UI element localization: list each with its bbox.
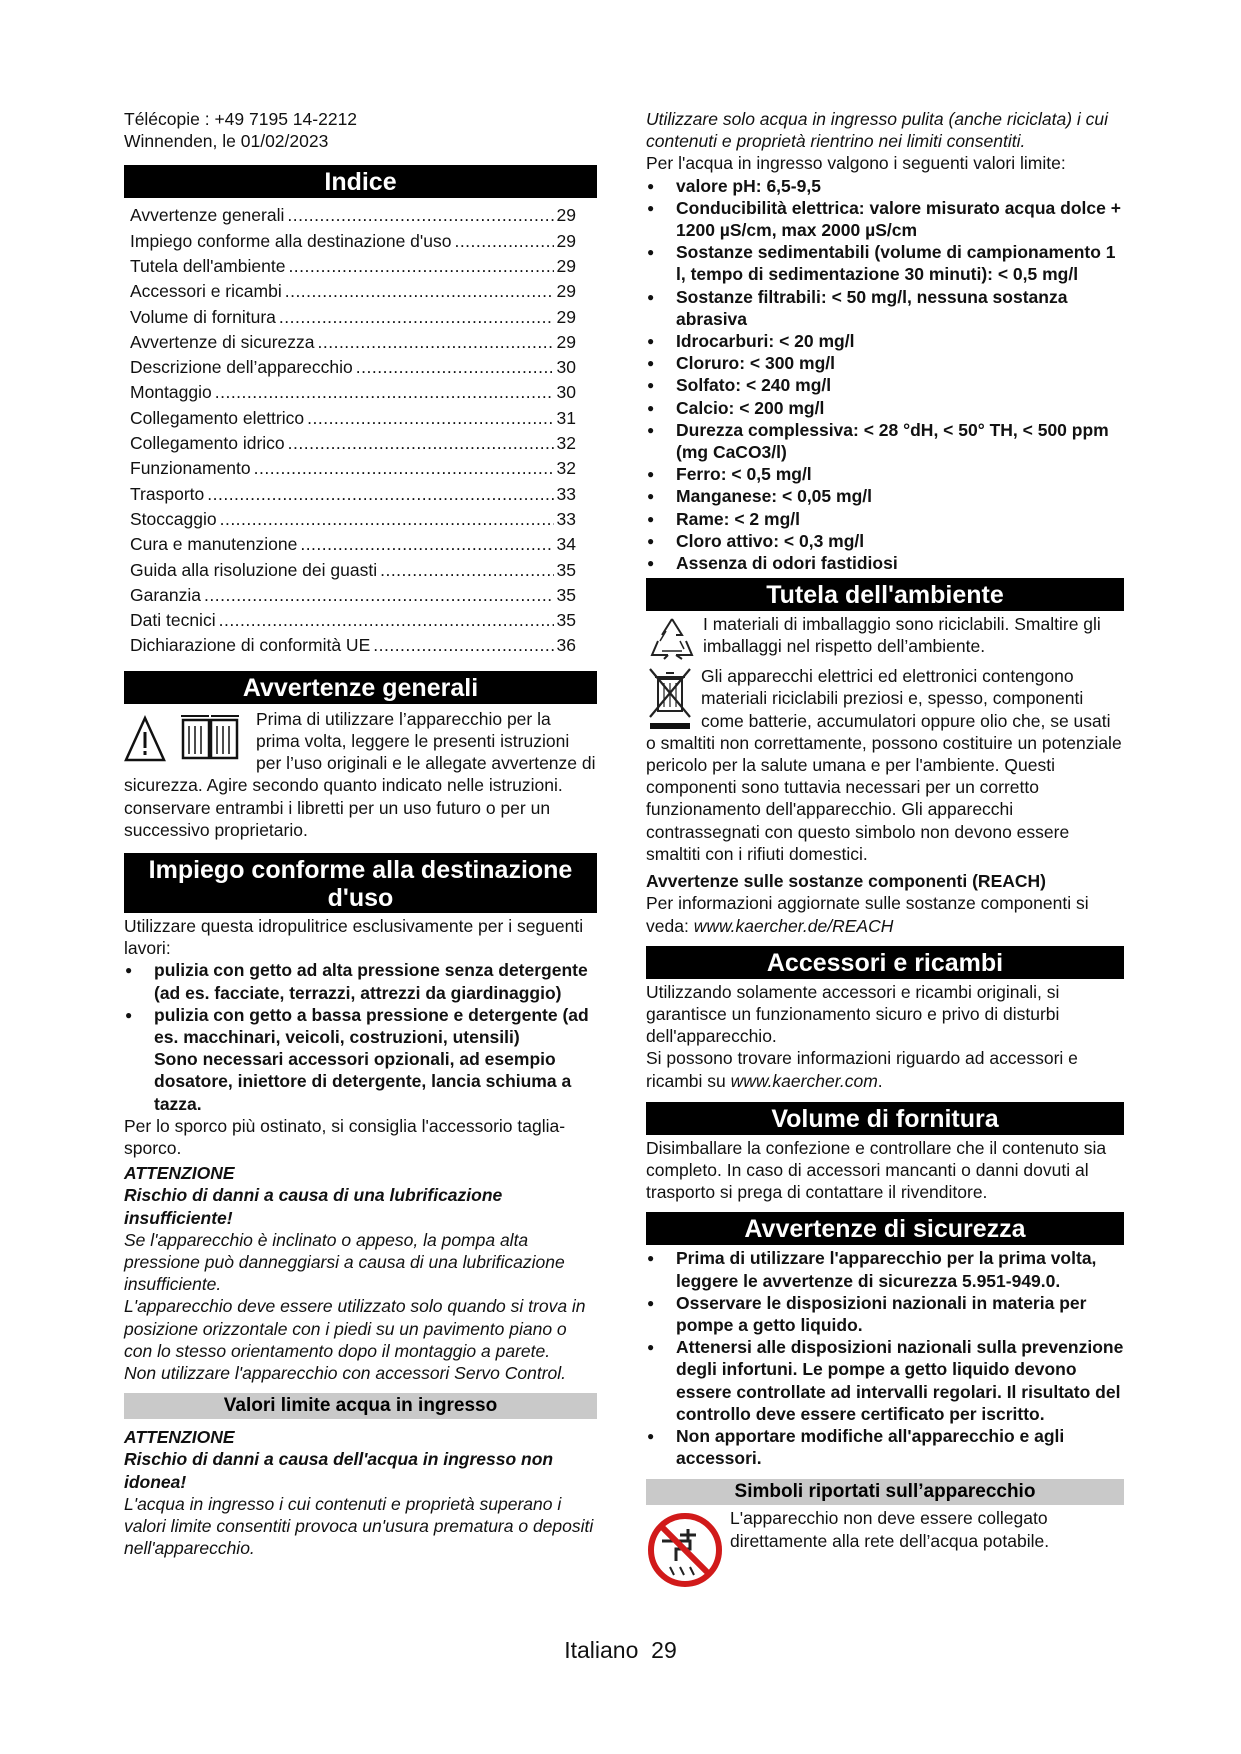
list-item: ● Non apportare modifiche all'apparecchio e agli accessori.: [646, 1425, 1124, 1469]
accessories-heading: Accessori e ricambi: [646, 946, 1124, 979]
table-of-contents: [124, 203, 576, 658]
symbols-text: L'apparecchio non deve essere collegato direttamente alla rete dell’acqua potabile.: [730, 1508, 1050, 1551]
right-column: [646, 108, 1124, 1589]
list-item: ● valore pH: 6,5-9,5: [646, 175, 1124, 197]
left-column: [124, 108, 597, 1559]
toc-entry[interactable]: [130, 330, 576, 355]
toc-entry[interactable]: [130, 279, 576, 304]
reach-text: Per informazioni aggiornate sulle sostanze componenti si veda: www.kaercher.de/REACH: [646, 893, 1089, 936]
toc-entry-page: 32: [556, 458, 576, 479]
warning-text: Non utilizzare l'apparecchio con accessori Servo Control.: [124, 1363, 567, 1384]
toc-entry[interactable]: [130, 583, 576, 608]
list-item: ● pulizia con getto ad alta pressione senza detergente (ad es. facciate, terrazzi, attrezzi da giardinaggio): [124, 959, 597, 1003]
toc-entry-title: Dichiarazione di conformità UE: [130, 635, 371, 656]
list-item: ● pulizia con getto a bassa pressione e detergente (ad es. macchinari, veicoli, costruzioni, utensili) Sono necessari accessori opzionali, ad esempio dosatore, iniettore di detergente, lancia schiuma a tazza.: [124, 1004, 597, 1115]
toc-leader-dots: [356, 355, 554, 380]
reach-link[interactable]: www.kaercher.de/REACH: [693, 915, 894, 936]
scope-heading: Volume di fornitura: [646, 1102, 1124, 1135]
toc-entry-page: 32: [556, 433, 576, 454]
list-item: ● Attenersi alle disposizioni nazionali sulla prevenzione degli infortuni. Le pompe a getto liquido devono essere controllate ad intervalli regolari. Il risultato del controllo deve essere certificato per iscritto.: [646, 1336, 1124, 1425]
list-item: ● Conducibilità elettrica: valore misurato acqua dolce + 1200 µS/cm, max 2000 µS/cm: [646, 197, 1124, 241]
toc-entry[interactable]: [130, 229, 576, 254]
toc-entry-title: Collegamento elettrico: [130, 407, 305, 428]
toc-leader-dots: [380, 558, 553, 583]
toc-entry[interactable]: [130, 608, 576, 633]
toc-entry-page: 35: [556, 610, 576, 631]
toc-entry[interactable]: [130, 203, 576, 228]
intended-use-list: [124, 959, 597, 1114]
toc-entry[interactable]: [130, 482, 576, 507]
toc-leader-dots: [288, 254, 553, 279]
toc-entry-title: Accessori e ricambi: [130, 281, 282, 302]
list-item: ● Assenza di odori fastidiosi: [646, 552, 1124, 574]
toc-entry[interactable]: [130, 431, 576, 456]
weee-text: Gli apparecchi elettrici ed elettronici contengono materiali riciclabili preziosi e, spesso, componenti come batterie, accumulatori oppure olio che, se usati o smaltiti non correttamente, possono costituire un potenziale pericolo per la salute umana e per l'ambiente. Questi componenti sono tuttavia necessari per un corretto funzionamento dell'apparecchio. Gli apparecchi contrassegnati con questo simbolo non devono essere smaltiti con i rifiuti domestici.: [646, 666, 1122, 864]
toc-entry-title: Descrizione dell’apparecchio: [130, 357, 353, 378]
toc-leader-dots: [204, 583, 554, 608]
list-item: ● Osservare le disposizioni nazionali in materia per pompe a getto liquido.: [646, 1292, 1124, 1336]
toc-entry-title: Tutela dell'ambiente: [130, 256, 286, 276]
fax-number: Télécopie : +49 7195 14-2212: [124, 109, 358, 129]
toc-entry[interactable]: [130, 305, 576, 330]
toc-entry-page: 35: [556, 584, 576, 605]
toc-entry-page: 34: [556, 534, 576, 555]
warning-label: ATTENZIONE: [124, 1427, 235, 1448]
crossed-bin-icon: [646, 665, 696, 731]
toc-leader-dots: [207, 482, 553, 507]
toc-leader-dots: [307, 406, 553, 431]
toc-leader-dots: [254, 456, 554, 481]
toc-entry-page: 33: [556, 483, 576, 504]
list-item: ● Solfato: < 240 mg/l: [646, 374, 1124, 396]
environment-section: [646, 613, 1124, 936]
list-item: ● Calcio: < 200 mg/l: [646, 397, 1124, 419]
toc-entry-title: Montaggio: [130, 382, 212, 403]
toc-entry-title: Collegamento idrico: [130, 433, 285, 454]
toc-entry-title: Avvertenze generali: [130, 205, 285, 226]
manual-book-icon: [179, 712, 241, 764]
safety-list: [646, 1247, 1124, 1469]
water-note: Utilizzare solo acqua in ingresso pulita (anche riciclata) i cui contenuti e proprietà rientrino nei limiti consentiti.: [646, 109, 1109, 152]
toc-leader-dots: [454, 229, 553, 254]
accessories-text: Utilizzando solamente accessori e ricambi originali, si garantisce un funzionamento sicuro e privo di disturbi dell'apparecchio.: [646, 981, 1060, 1047]
accessories-link-text: Si possono trovare informazioni riguardo ad accessori e ricambi su www.kaercher.com.: [646, 1048, 1078, 1091]
water-limits-heading: Valori limite acqua in ingresso: [124, 1393, 597, 1419]
packaging-text: I materiali di imballaggio sono riciclabili. Smaltire gli imballaggi nel rispetto dell’ambiente.: [703, 614, 1101, 657]
warning-text: L'acqua in ingresso i cui contenuti e proprietà superano i valori limite consentiti provoca un'usura prematura o depositi nell'apparecchio.: [124, 1493, 594, 1559]
toc-entry-page: 30: [556, 382, 576, 403]
toc-entry[interactable]: [130, 633, 576, 658]
toc-entry-page: 35: [556, 559, 576, 580]
water-limits-list: [646, 175, 1124, 575]
footer-language: Italiano: [564, 1637, 639, 1663]
list-item: ● Manganese: < 0,05 mg/l: [646, 485, 1124, 507]
warning-text: Se l'apparecchio è inclinato o appeso, la pompa alta pressione può danneggiarsi a causa di una lubrificazione insufficiente.: [124, 1229, 565, 1295]
symbols-heading: Simboli riportati sull’apparecchio: [646, 1479, 1124, 1505]
toc-entry-page: 33: [556, 508, 576, 529]
toc-entry-title: Dati tecnici: [130, 610, 216, 631]
water-limits-intro: Per l'acqua in ingresso valgono i seguenti valori limite:: [646, 153, 1066, 174]
environment-heading: Tutela dell'ambiente: [646, 578, 1124, 611]
toc-entry-title: Impiego conforme alla destinazione d'uso: [130, 230, 452, 251]
intended-use-intro: Utilizzare questa idropulitrice esclusivamente per i seguenti lavori:: [124, 915, 584, 959]
toc-entry-page: 29: [556, 306, 576, 327]
intended-use-heading-line2: d'uso: [327, 883, 394, 912]
page-footer: [0, 1636, 1241, 1664]
toc-entry[interactable]: [130, 406, 576, 431]
toc-entry-page: 29: [556, 256, 576, 276]
toc-leader-dots: [288, 431, 554, 456]
warning-and-manual-icons: [124, 710, 256, 768]
list-item: ● Sostanze sedimentabili (volume di campionamento 1 l, tempo di sedimentazione 30 minuti): < 0,5 mg/l: [646, 241, 1124, 285]
reach-title: Avvertenze sulle sostanze componenti (REACH): [646, 871, 1046, 892]
warning-title: Rischio di danni a causa dell'acqua in ingresso non idonea!: [124, 1449, 554, 1492]
list-item: ● Idrocarburi: < 20 mg/l: [646, 330, 1124, 352]
intended-use-heading-line1: Impiego conforme alla destinazione: [148, 855, 573, 884]
place-date: Winnenden, le 01/02/2023: [124, 131, 329, 152]
toc-leader-dots: [287, 203, 553, 228]
toc-entry-title: Garanzia: [130, 584, 202, 605]
symbols-section: [646, 1507, 1124, 1551]
toc-leader-dots: [279, 305, 554, 330]
list-item: ● Ferro: < 0,5 mg/l: [646, 463, 1124, 485]
toc-entry-title: Guida alla risoluzione dei guasti: [130, 559, 378, 580]
toc-leader-dots: [219, 608, 554, 633]
bullet-continuation: Sono necessari accessori opzionali, ad esempio dosatore, iniettore di detergente, lancia schiuma a tazza.: [154, 1049, 572, 1114]
toc-entry-page: 29: [556, 281, 576, 302]
toc-entry[interactable]: [130, 558, 576, 583]
toc-leader-dots: [220, 507, 554, 532]
intended-use-heading: [124, 853, 597, 913]
general-warnings-heading: Avvertenze generali: [124, 671, 597, 704]
toc-entry[interactable]: [130, 355, 576, 380]
toc-leader-dots: [300, 532, 553, 557]
general-warnings-text: Prima di utilizzare l’apparecchio per la prima volta, leggere le presenti istruzioni per l’uso originali e le allegate avvertenze di sicurezza. Agire secondo quanto indicato nelle istruzioni.: [124, 708, 596, 796]
general-warnings-keep: conservare entrambi i libretti per un uso futuro o per un successivo proprietario.: [124, 797, 551, 840]
toc-entry[interactable]: [130, 532, 576, 557]
toc-leader-dots: [285, 279, 554, 304]
toc-entry[interactable]: [130, 456, 576, 481]
list-item: ● Cloruro: < 300 mg/l: [646, 352, 1124, 374]
list-item: ● Durezza complessiva: < 28 °dH, < 50° TH, < 500 ppm (mg CaCO3/l): [646, 419, 1124, 463]
toc-entry-title: Trasporto: [130, 483, 205, 504]
toc-entry-page: 29: [556, 331, 576, 352]
kaercher-link[interactable]: www.kaercher.com: [730, 1070, 878, 1091]
toc-leader-dots: [373, 633, 553, 658]
warning-title: Rischio di danni a causa di una lubrificazione insufficiente!: [124, 1185, 503, 1228]
stubborn-dirt-note: Per lo sporco più ostinato, si consiglia l'accessorio taglia-sporco.: [124, 1115, 566, 1158]
list-item: ● Cloro attivo: < 0,3 mg/l: [646, 530, 1124, 552]
scope-text: Disimballare la confezione e controllare che il contenuto sia completo. In caso di accessori mancanti o danni dovuti al trasporto si prega di contattare il rivenditore.: [646, 1137, 1107, 1203]
list-item: ● Rame: < 2 mg/l: [646, 508, 1124, 530]
toc-leader-dots: [215, 380, 554, 405]
toc-entry-title: Volume di fornitura: [130, 306, 276, 327]
recycling-icon: [646, 613, 698, 665]
general-warnings-section: [124, 708, 597, 841]
footer-page-number: 29: [651, 1637, 677, 1663]
warning-text: L'apparecchio deve essere utilizzato solo quando si trova in posizione orizzontale con i piedi su un pavimento piano o con lo stesso orientamento dopo il montaggio a parete.: [124, 1296, 586, 1361]
list-item: ● Sostanze filtrabili: < 50 mg/l, nessuna sostanza abrasiva: [646, 286, 1124, 330]
warning-label: ATTENZIONE: [124, 1163, 235, 1184]
list-item: ● Prima di utilizzare l'apparecchio per la prima volta, leggere le avvertenze di sicurezza 5.951-949.0.: [646, 1247, 1124, 1291]
index-heading: Indice: [124, 165, 597, 198]
no-potable-water-icon: [646, 1511, 724, 1589]
toc-entry-title: Funzionamento: [130, 458, 251, 479]
toc-entry-page: 36: [556, 635, 576, 656]
safety-heading: Avvertenze di sicurezza: [646, 1212, 1124, 1245]
toc-leader-dots: [318, 330, 554, 355]
toc-entry-page: 29: [556, 230, 576, 251]
toc-entry-page: 31: [556, 407, 576, 428]
toc-entry-title: Stoccaggio: [130, 508, 217, 529]
toc-entry[interactable]: [130, 380, 576, 405]
toc-entry-title: Cura e manutenzione: [130, 534, 298, 555]
toc-entry-page: 29: [556, 205, 576, 226]
toc-entry-page: 30: [556, 357, 576, 378]
toc-entry[interactable]: [130, 254, 576, 279]
toc-entry-title: Avvertenze di sicurezza: [130, 331, 315, 352]
toc-entry[interactable]: [130, 507, 576, 532]
